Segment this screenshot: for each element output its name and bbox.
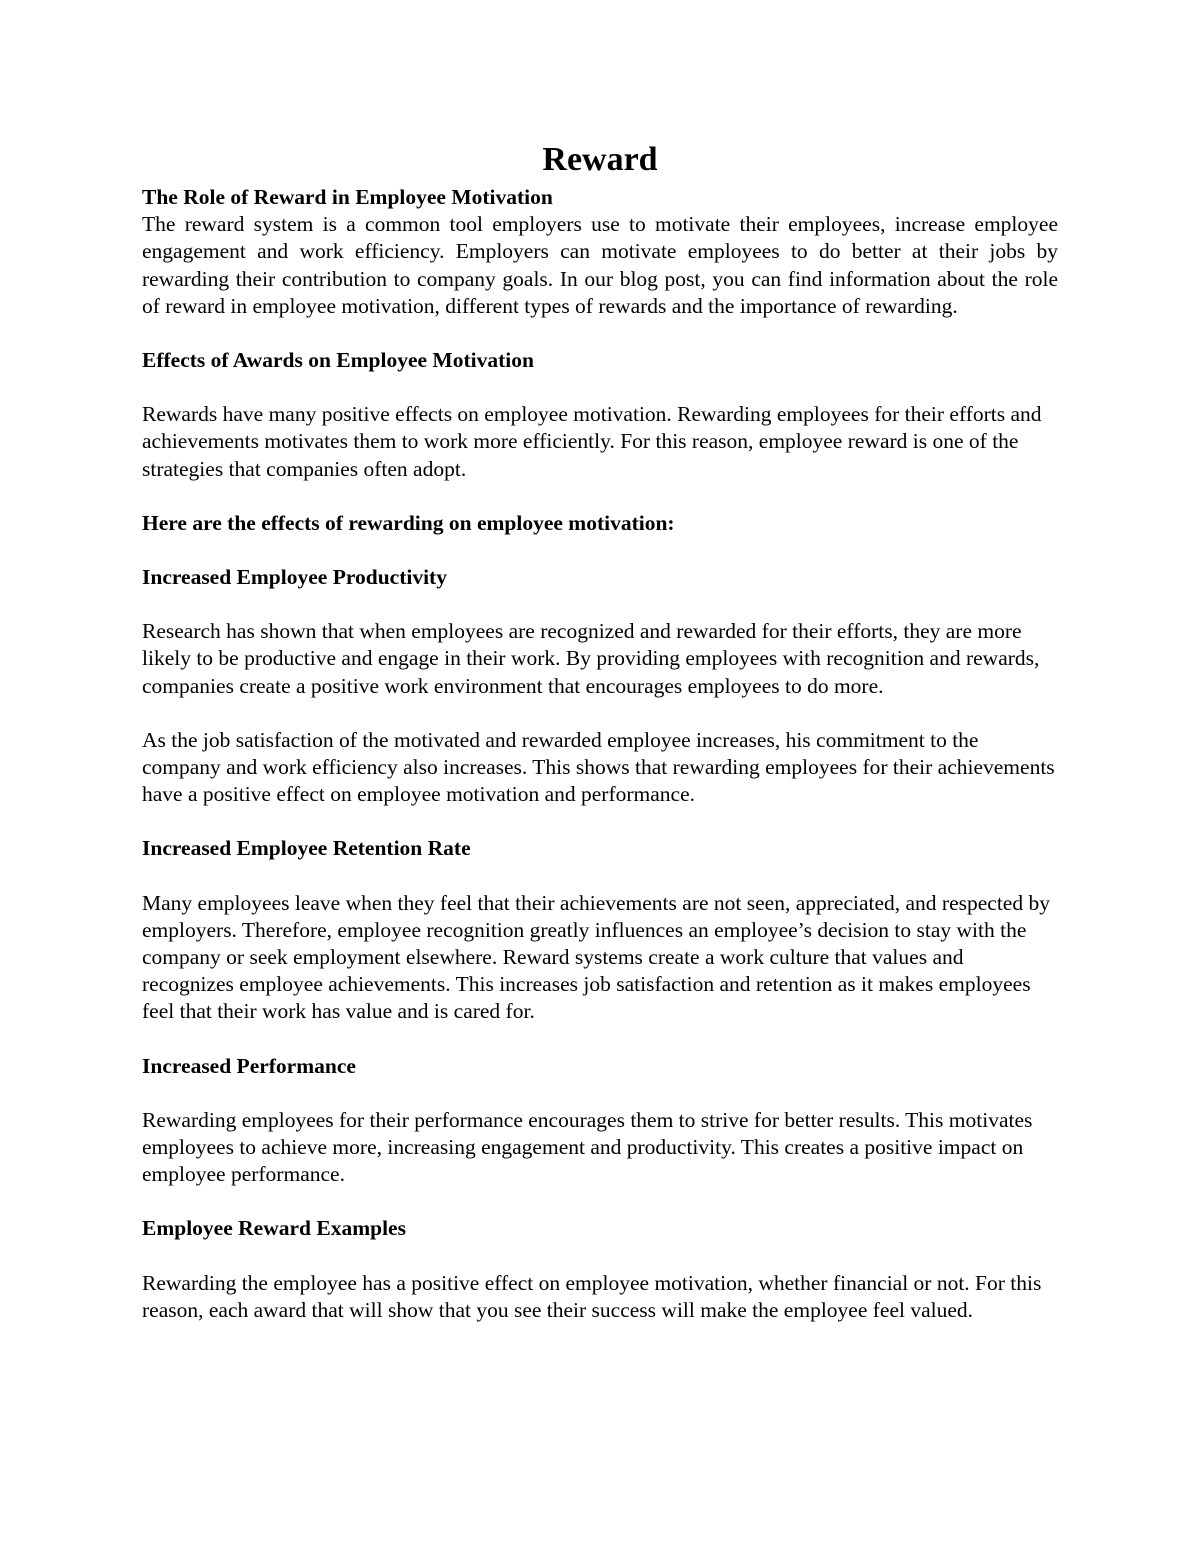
document-title: Reward [542, 141, 658, 178]
paragraph-retention: Many employees leave when they feel that their achievements are not seen, appreciated, and respected by employers. Therefore, employee recognition greatly influences an employee’s decision to stay with the company or seek employment elsewhere. Reward systems create a work culture that values and recognizes employee achievements. This increases job satisfaction and retention as it makes employees feel that their work has value and is cared for. [142, 890, 1050, 1024]
heading-increased-productivity: Increased Employee Productivity [142, 565, 447, 590]
heading-role-of-reward: The Role of Reward in Employee Motivation [142, 185, 553, 209]
heading-effects-of-awards: Effects of Awards on Employee Motivation [142, 348, 534, 373]
heading-increased-retention: Increased Employee Retention Rate [142, 836, 471, 861]
paragraph-productivity-2: As the job satisfaction of the motivated and rewarded employee increases, his commitment to the company and work efficiency also increases. This shows that rewarding employees for their achievements have a positive effect on employee motivation and performance. [142, 727, 1055, 807]
document-page [142, 140, 1058, 1324]
paragraph-productivity-1: Research has shown that when employees are recognized and rewarded for their efforts, they are more likely to be productive and engage in their work. By providing employees with recognition and rewards, companies create a positive work environment that encourages employees to do more. [142, 619, 1040, 698]
paragraph-examples: Rewarding the employee has a positive effect on employee motivation, whether financial or not. For this reason, each award that will show that you see their success will make the employee feel valued. [142, 1270, 1042, 1322]
paragraph-performance: Rewarding employees for their performance encourages them to strive for better results. This motivates employees to achieve more, increasing engagement and productivity. This creates a positive impact on employee performance. [142, 1107, 1033, 1187]
heading-increased-performance: Increased Performance [142, 1053, 356, 1078]
paragraph-effects: Rewards have many positive effects on employee motivation. Rewarding employees for their efforts and achievements motivates them to work more efficiently. For this reason, employee reward is one of the strategies that companies often adopt. [142, 402, 1042, 481]
heading-reward-examples: Employee Reward Examples [142, 1216, 406, 1241]
paragraph-intro: The reward system is a common tool employers use to motivate their employees, increase employee engagement and work efficiency. Employers can motivate employees to do better at their jobs by rewarding their contribution to company goals. In our blog post, you can find information about the role of reward in employee motivation, different types of rewards and the importance of rewarding. [142, 212, 1058, 318]
heading-effects-list-intro: Here are the effects of rewarding on employee motivation: [142, 510, 675, 535]
